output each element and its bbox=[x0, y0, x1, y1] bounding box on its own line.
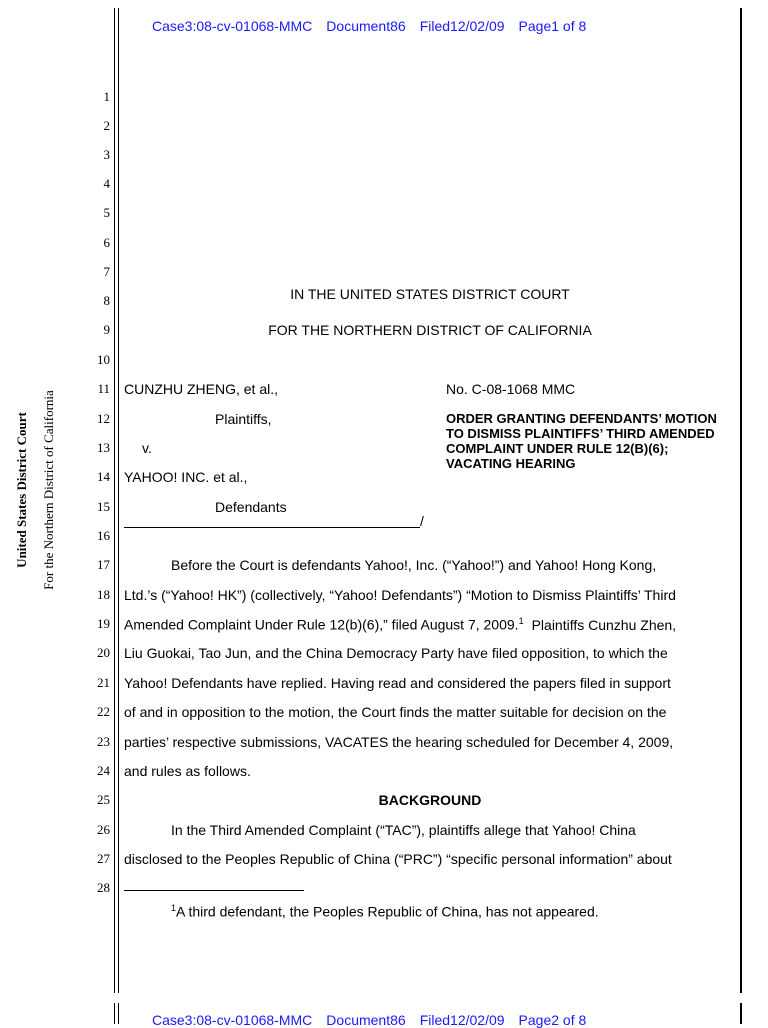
line-number: 24 bbox=[97, 763, 110, 778]
body-text-segment: Plaintiffs Cunzhu Zhen, bbox=[531, 616, 677, 633]
footnote-ref: 1 bbox=[518, 616, 524, 626]
line-number: 5 bbox=[103, 205, 110, 220]
body-text-segment: Amended Complaint Under Rule 12(b)(6),” filed August 7, 2009. bbox=[124, 616, 519, 633]
court-heading-line1: IN THE UNITED STATES DISTRICT COURT bbox=[290, 286, 570, 302]
side-court-name: United States District Court bbox=[14, 412, 29, 568]
header-filed-date: Filed12/02/09 bbox=[419, 18, 505, 34]
body-text-line: Yahoo! Defendants have replied. Having read and considered the papers filed in support bbox=[124, 675, 671, 691]
body-text-line: Before the Court is defendants Yahoo!, Inc. (“Yahoo!”) and Yahoo! Hong Kong, bbox=[171, 557, 657, 573]
body-text-line: In the Third Amended Complaint (“TAC”), plaintiffs allege that Yahoo! China bbox=[171, 822, 636, 838]
body-text-line: Ltd.’s (“Yahoo! HK”) (collectively, “Yahoo! Defendants”) “Motion to Dismiss Plaintiffs’ Third bbox=[124, 587, 676, 603]
line-number: 23 bbox=[97, 734, 110, 749]
page2-header-filed-date: Filed12/02/09 bbox=[419, 1012, 505, 1028]
left-margin-rule-inner bbox=[118, 8, 119, 993]
line-number: 2 bbox=[103, 118, 110, 133]
line-number: 25 bbox=[97, 792, 110, 807]
line-number: 27 bbox=[97, 851, 110, 866]
page2-header-page: Page2 of 8 bbox=[518, 1012, 587, 1028]
line-number: 15 bbox=[97, 499, 110, 514]
caption-defendant-role: Defendants bbox=[215, 499, 287, 515]
page2-header bbox=[152, 1012, 600, 1028]
line-number: 28 bbox=[97, 880, 110, 895]
line-number: 3 bbox=[103, 147, 110, 162]
side-district-name: For the Northern District of California bbox=[41, 390, 56, 590]
section-heading: BACKGROUND bbox=[378, 792, 482, 808]
line-number: 26 bbox=[97, 822, 110, 837]
page2-right-rule bbox=[740, 1003, 742, 1024]
line-number: 11 bbox=[97, 381, 110, 396]
header-page: Page1 of 8 bbox=[518, 18, 587, 34]
line-number: 13 bbox=[97, 440, 110, 455]
caption-underline bbox=[124, 527, 420, 528]
body-text-line: disclosed to the Peoples Republic of China (“PRC”) “specific personal information” about bbox=[124, 851, 672, 867]
footnote-marker: 1 bbox=[171, 903, 177, 913]
page2-left-rule-outer bbox=[114, 1003, 115, 1024]
line-number: 4 bbox=[103, 176, 110, 191]
line-number: 20 bbox=[97, 645, 110, 660]
footnote bbox=[171, 903, 599, 920]
line-number: 7 bbox=[103, 264, 110, 279]
body-text-line: Liu Guokai, Tao Jun, and the China Democracy Party have filed opposition, to which the bbox=[124, 645, 668, 661]
body-text-line: parties’ respective submissions, VACATES the hearing scheduled for December 4, 2009, bbox=[124, 734, 674, 750]
court-heading-line2: FOR THE NORTHERN DISTRICT OF CALIFORNIA bbox=[268, 322, 592, 338]
header-case-number: Case3:08-cv-01068-MMC bbox=[152, 18, 313, 34]
footnote-separator bbox=[124, 890, 304, 891]
right-margin-rule bbox=[740, 8, 742, 993]
line-number: 8 bbox=[103, 293, 110, 308]
line-number: 6 bbox=[103, 235, 110, 250]
body-text-line bbox=[124, 616, 676, 633]
caption-slash: / bbox=[420, 513, 424, 529]
line-number: 16 bbox=[97, 528, 110, 543]
line-number: 21 bbox=[97, 675, 110, 690]
line-number: 9 bbox=[103, 322, 110, 337]
footnote-text: A third defendant, the Peoples Republic of China, has not appeared. bbox=[176, 903, 599, 920]
header-document: Document86 bbox=[326, 18, 406, 34]
caption-defendant: YAHOO! INC. et al., bbox=[124, 469, 248, 485]
line-number: 22 bbox=[97, 704, 110, 719]
body-text-line: of and in opposition to the motion, the Court finds the matter suitable for decision on the bbox=[124, 704, 667, 720]
line-number: 1 bbox=[103, 89, 110, 104]
page-header bbox=[152, 18, 600, 34]
line-number: 14 bbox=[97, 469, 110, 484]
caption-versus: v. bbox=[142, 440, 152, 456]
page2-header-case-number: Case3:08-cv-01068-MMC bbox=[152, 1012, 313, 1028]
caption-plaintiff: CUNZHU ZHENG, et al., bbox=[124, 381, 279, 397]
order-title: ORDER GRANTING DEFENDANTS’ MOTION TO DISMISS PLAINTIFFS’ THIRD AMENDED COMPLAINT UNDER RULE 12(B)(6); VACATING HEARING bbox=[446, 411, 717, 471]
body-text-line: and rules as follows. bbox=[124, 763, 251, 779]
line-number: 18 bbox=[97, 587, 110, 602]
caption-plaintiff-role: Plaintiffs, bbox=[215, 411, 272, 427]
line-number: 19 bbox=[97, 616, 110, 631]
line-number: 17 bbox=[97, 557, 110, 572]
line-number: 10 bbox=[97, 352, 110, 367]
case-number: No. C-08-1068 MMC bbox=[446, 381, 576, 397]
left-margin-rule-outer bbox=[114, 8, 115, 993]
line-number: 12 bbox=[97, 411, 110, 426]
page2-header-document: Document86 bbox=[326, 1012, 406, 1028]
page2-left-rule-inner bbox=[118, 1003, 119, 1024]
